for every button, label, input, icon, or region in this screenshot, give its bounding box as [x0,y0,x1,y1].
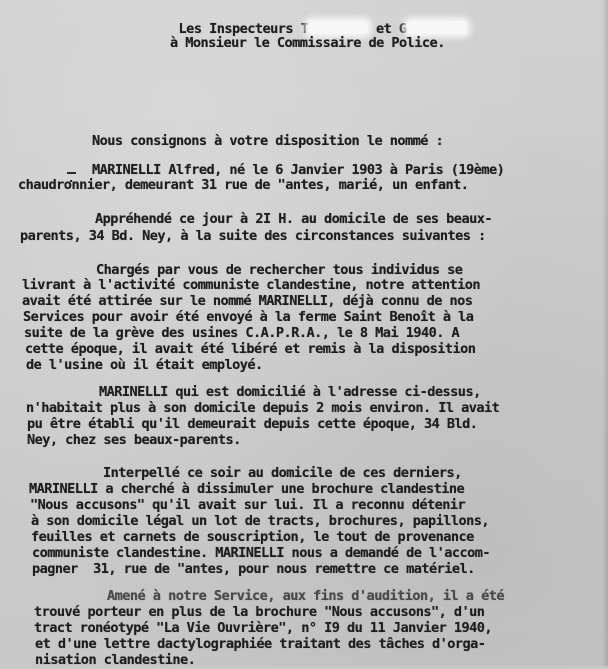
para3-line-7: pagner 31, rue de "antes, pour nous remettre ce matériel. [32,561,475,577]
para4-line-5: nisation clandestine. [35,652,196,668]
para1-line-1: Chargés par vous de rechercher tous individus se [96,262,463,278]
margin-dash-mark [67,172,76,174]
para3-line-5: feuilles et carnets de souscription, le tout de provenance [31,529,474,545]
para2-line-3: pu être établi qu'il demeurait depuis cette époque, 34 Bld. [27,416,478,432]
para1-line-6: cette époque, il avait été libéré et remis à la disposition [25,341,476,357]
para3-line-4: à son domicile légal un lot de tracts, brochures, papillons, [31,513,490,529]
para1-line-2: livrant à l'activité communiste clandestine, notre attention [22,277,481,293]
intro-line: Nous consignons à votre disposition le nommé : [92,133,444,149]
para1-line-3: avait été attirée sur le nommé MARINELLI, déjà connu de nos [22,293,473,309]
para4-line-4: et d'une lettre dactylographiée traitant des tâches d'orga- [35,636,486,652]
header-inspectors-middle: et G [368,20,407,37]
para3-line-1: Interpellé ce soir au domicile de ces derniers, [103,465,462,481]
para1-line-7: de l'usine où il était employé. [26,357,263,373]
redacted-surname-2 [407,21,467,34]
para3-line-3: "Nous accusons" qu'il avait sur lui. Il a reconnu détenir [30,497,466,513]
page-edge-shadow [602,0,608,666]
redacted-surname-1 [308,21,368,34]
arrest-line-2: parents, 34 Bd. Ney, à la suite des circonstances suivantes : [20,228,486,244]
para2-line-1: MARINELLI qui est domicilié à l'adresse ci-dessus, [99,384,481,400]
header-recipient-line: à Monsieur le Commissaire de Police. [170,35,445,51]
para4-line-2: trouvé porteur en plus de la brochure "Nous accusons", d'un [34,604,485,620]
para2-line-4: Ney, chez ses beaux-parents. [27,432,241,448]
para3-line-6: communiste clandestine. MARINELLI nous a demandé de l'accom- [32,545,491,561]
arrest-line-1: Appréhendé ce jour à 2I H. au domicile de ses beaux- [95,211,492,227]
para1-line-4: Services pour avoir été envoyé à la ferme Saint Benoît à la [23,309,474,325]
identity-line-2: chaudronnier, demeurant 31 rue de "antes, marié, un enfant. [18,177,469,193]
para1-line-5: suite de la grève des usines C.A.P.R.A., le 8 Mai 1940. A [24,325,460,341]
header-inspectors-prefix: Les Inspecteurs T [178,20,309,37]
identity-line-1: MARINELLI Alfred, né le 6 Janvier 1903 à Paris (19ème) [92,162,505,178]
para3-line-2: MARINELLI a cherché à dissimuler une brochure clandestine [29,481,465,497]
para4-line-3: tract ronéotypé "La Vie Ouvrière", n° I9 du 11 Janvier 1940, [34,620,493,636]
para2-line-2: n'habitait plus à son domicile depuis 2 mois environ. Il avait [26,400,500,416]
para4-line-1: Amené à notre Service, aux fins d'audition, il a été [107,588,504,604]
